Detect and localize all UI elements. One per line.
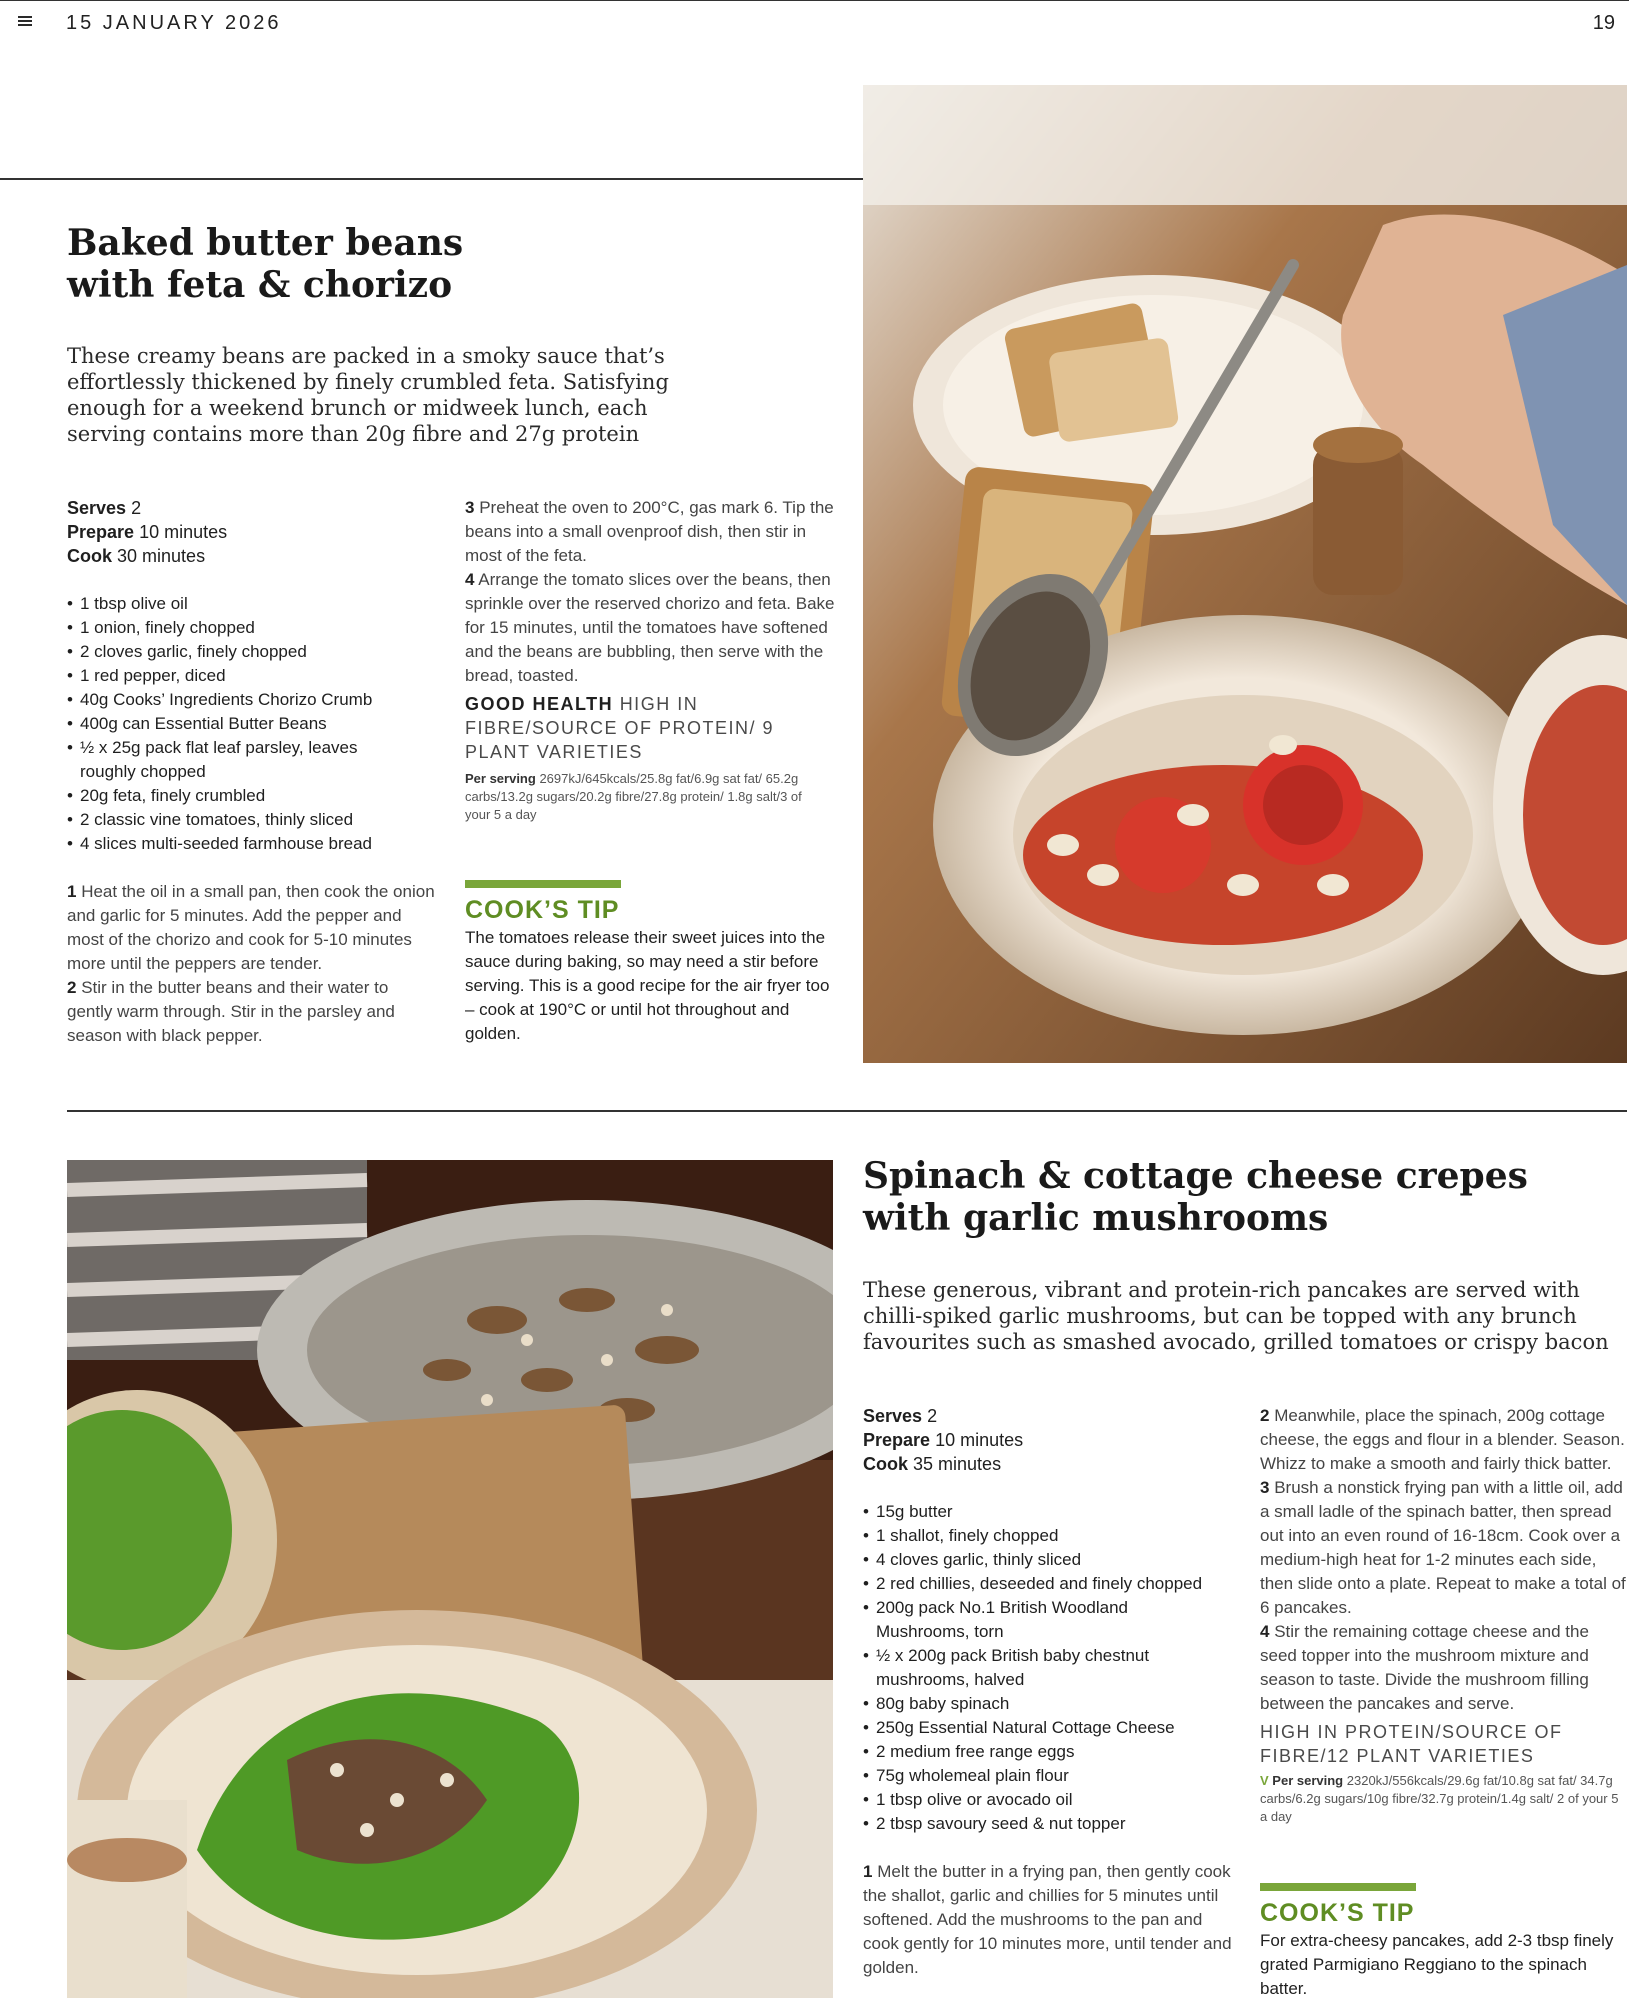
menu-icon[interactable]	[18, 14, 32, 28]
recipe1-title	[67, 222, 463, 306]
recipe2-intro: These generous, vibrant and protein-rich pancakes are served with chilli-spiked garlic mushrooms, but can be topped with any brunch favourites such as smashed avocado, grilled tomatoes or crispy bacon	[863, 1278, 1609, 1354]
crepes-photo	[67, 1160, 833, 1998]
cook-value: 35 minutes	[913, 1454, 1002, 1474]
butter-beans-illustration	[863, 85, 1627, 1063]
ingredient-item: • 20g feta, finely crumbled	[67, 784, 427, 808]
nutrition-values: 2697kJ/645kcals/25.8g fat/6.9g sat fat/ 65.2g carbs/13.2g sugars/20.2g fibre/27.8g protein/ 1.8g salt/3 of your 5 a day	[465, 771, 802, 822]
method-step	[67, 976, 437, 1048]
recipe2-method-col1	[863, 1860, 1233, 1980]
step-number: 3	[1260, 1478, 1270, 1497]
recipe2-title	[863, 1155, 1528, 1239]
recipe1-meta	[67, 496, 227, 568]
nutrition-label: Per serving	[465, 771, 536, 786]
method-step	[1260, 1620, 1629, 1716]
cook-label: Cook	[863, 1454, 908, 1474]
step-text: Meanwhile, place the spinach, 200g cottage cheese, the eggs and flour in a blender. Season. Whizz to make a smooth and fairly thick batter.	[1260, 1406, 1625, 1473]
recipe1-health-claims	[465, 692, 795, 764]
step-text: Stir in the butter beans and their water to gently warm through. Stir in the parsley and season with black pepper.	[67, 978, 395, 1045]
step-text: Preheat the oven to 200°C, gas mark 6. Tip the beans into a small ovenproof dish, then stir in most of the feta.	[465, 498, 834, 565]
recipe2-nutrition	[1260, 1772, 1622, 1826]
tip-accent-bar	[1260, 1883, 1416, 1891]
ingredient-item: • 2 red chillies, deseeded and finely chopped	[863, 1572, 1233, 1596]
step-number: 1	[863, 1862, 873, 1881]
recipe2-title-line2: with garlic mushrooms	[863, 1197, 1329, 1239]
ingredient-item: • 80g baby spinach	[863, 1692, 1233, 1716]
recipe1-method-col1	[67, 880, 437, 1048]
ingredient-item: • 2 cloves garlic, finely chopped	[67, 640, 427, 664]
section-rule-top	[0, 178, 863, 180]
butter-beans-photo	[863, 85, 1627, 1063]
prepare-value: 10 minutes	[935, 1430, 1024, 1450]
serves-label: Serves	[863, 1406, 923, 1426]
step-text: Heat the oil in a small pan, then cook the onion and garlic for 5 minutes. Add the pepper and most of the chorizo and cook for 5-10 minutes more until the peppers are tender.	[67, 882, 435, 973]
ingredient-item: • 2 classic vine tomatoes, thinly sliced	[67, 808, 427, 832]
step-number: 1	[67, 882, 77, 901]
ingredient-item: • 250g Essential Natural Cottage Cheese	[863, 1716, 1233, 1740]
step-text: Stir the remaining cottage cheese and the seed topper into the mushroom mixture and season to taste. Divide the mushroom filling between the pancakes and serve.	[1260, 1622, 1589, 1713]
serves-value: 2	[927, 1406, 938, 1426]
ingredient-item: • 40g Cooks’ Ingredients Chorizo Crumb	[67, 688, 427, 712]
recipe1-title-line1: Baked butter beans	[67, 222, 464, 264]
step-number: 3	[465, 498, 475, 517]
recipe2-ingredients	[863, 1500, 1233, 1836]
section-rule-middle	[67, 1110, 1627, 1112]
method-step	[67, 880, 437, 976]
top-rule	[0, 0, 1629, 1]
ingredient-item: • 2 medium free range eggs	[863, 1740, 1233, 1764]
recipe2-method-col2	[1260, 1404, 1629, 1716]
step-text: Brush a nonstick frying pan with a little oil, add a small ladle of the spinach batter, then spread out into an even round of 16-18cm. Cook over a medium-high heat for 1-2 minutes each side, then slide onto a plate. Repeat to make a total of 6 pancakes.	[1260, 1478, 1626, 1617]
cook-label: Cook	[67, 546, 112, 566]
nutrition-values: 2320kJ/556kcals/29.6g fat/10.8g sat fat/ 34.7g carbs/6.2g sugars/10g fibre/32.7g protein/1.4g salt/ 2 of your 5 a day	[1260, 1773, 1619, 1824]
ingredient-item: • ½ x 25g pack flat leaf parsley, leaves roughly chopped	[67, 736, 380, 784]
vegetarian-mark: V	[1260, 1773, 1269, 1788]
ingredient-item: • 1 shallot, finely chopped	[863, 1524, 1233, 1548]
health-text: HIGH IN FIBRE/SOURCE OF PROTEIN/ 9 PLANT VARIETIES	[465, 694, 775, 762]
ingredient-item: • 2 tbsp savoury seed & nut topper	[863, 1812, 1233, 1836]
recipe2-health-claims: HIGH IN PROTEIN/SOURCE OF FIBRE/12 PLANT VARIETIES	[1260, 1722, 1563, 1766]
step-number: 4	[465, 570, 475, 589]
recipe1-tip-text: The tomatoes release their sweet juices into the sauce during baking, so may need a stir before serving. This is a good recipe for the air fryer too – cook at 190°C or until hot throughout and golden.	[465, 928, 830, 1043]
step-number: 2	[67, 978, 77, 997]
method-step	[465, 568, 840, 688]
recipe2-tip-text: For extra-cheesy pancakes, add 2-3 tbsp finely grated Parmigiano Reggiano to the spinach batter.	[1260, 1931, 1614, 1998]
ingredient-item: • 200g pack No.1 British Woodland Mushrooms, torn	[863, 1596, 1166, 1644]
recipe1-method-col2	[465, 496, 840, 688]
step-number: 2	[1260, 1406, 1270, 1425]
recipe2-tip-title: COOK’S TIP	[1260, 1899, 1415, 1927]
step-number: 4	[1260, 1622, 1270, 1641]
ingredient-item: • 75g wholemeal plain flour	[863, 1764, 1233, 1788]
recipe2-meta	[863, 1404, 1023, 1476]
method-step	[465, 496, 840, 568]
ingredient-item: • 400g can Essential Butter Beans	[67, 712, 427, 736]
serves-label: Serves	[67, 498, 127, 518]
method-step	[863, 1860, 1233, 1980]
health-label: GOOD HEALTH	[465, 694, 614, 714]
step-text: Arrange the tomato slices over the beans, then sprinkle over the reserved chorizo and feta. Bake for 15 minutes, until the tomatoes have softened and the beans are bubbling, then serve with the bread, toasted.	[465, 570, 835, 685]
tip-accent-bar	[465, 880, 621, 888]
prepare-label: Prepare	[863, 1430, 931, 1450]
ingredient-item: • 1 tbsp olive oil	[67, 592, 427, 616]
prepare-value: 10 minutes	[139, 522, 228, 542]
ingredient-item: • 4 cloves garlic, thinly sliced	[863, 1548, 1233, 1572]
ingredient-item: • ½ x 200g pack British baby chestnut mushrooms, halved	[863, 1644, 1196, 1692]
serves-value: 2	[131, 498, 142, 518]
recipe1-ingredients	[67, 592, 427, 856]
ingredient-item: • 15g butter	[863, 1500, 1233, 1524]
ingredient-item: • 4 slices multi-seeded farmhouse bread	[67, 832, 427, 856]
nutrition-label: Per serving	[1272, 1773, 1344, 1788]
recipe1-intro: These creamy beans are packed in a smoky sauce that’s effortlessly thickened by finely crumbled feta. Satisfying enough for a weekend brunch or midweek lunch, each serving contains more than 20g fibre and 27g protein	[67, 344, 669, 446]
ingredient-item: • 1 tbsp olive or avocado oil	[863, 1788, 1233, 1812]
recipe2-title-line1: Spinach & cottage cheese crepes	[863, 1155, 1528, 1197]
recipe1-title-line2: with feta & chorizo	[67, 264, 453, 306]
step-text: Melt the butter in a frying pan, then gently cook the shallot, garlic and chillies for 5 minutes until softened. Add the mushrooms to the pan and cook gently for 10 minutes more, until tender and golden.	[863, 1862, 1232, 1977]
page-number: 19	[1592, 12, 1615, 34]
issue-date: 15 JANUARY 2026	[66, 12, 282, 34]
recipe1-tip-title: COOK’S TIP	[465, 896, 620, 924]
crepes-illustration	[67, 1160, 833, 1998]
recipe1-nutrition	[465, 770, 810, 824]
method-step	[1260, 1404, 1629, 1476]
method-step	[1260, 1476, 1629, 1620]
cook-value: 30 minutes	[117, 546, 206, 566]
prepare-label: Prepare	[67, 522, 135, 542]
ingredient-item: • 1 red pepper, diced	[67, 664, 427, 688]
ingredient-item: • 1 onion, finely chopped	[67, 616, 427, 640]
